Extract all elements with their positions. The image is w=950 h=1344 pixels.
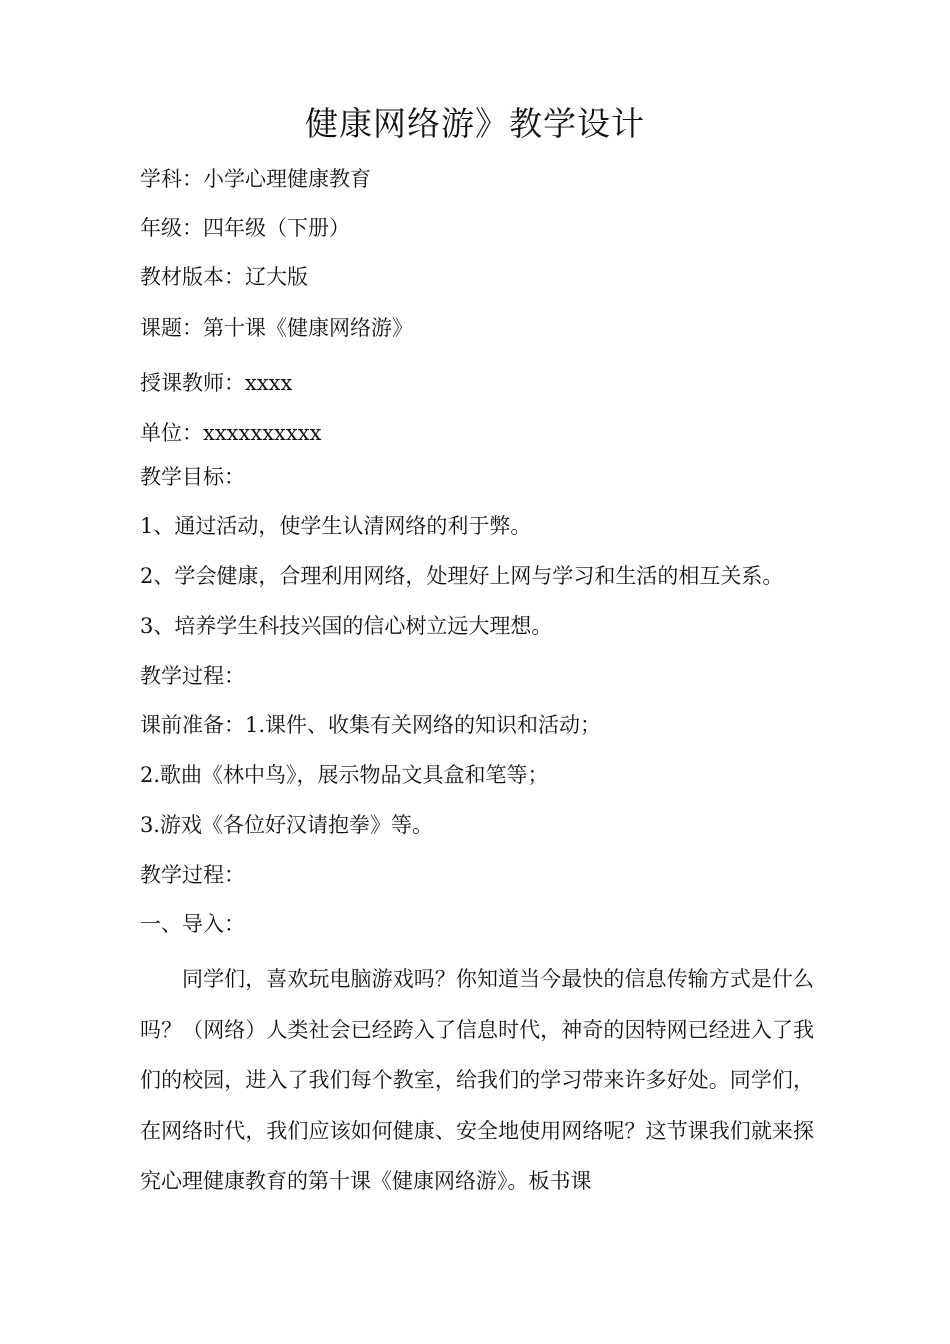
objective-item-2: 2、学会健康，合理利用网络，处理好上网与学习和生活的相互关系。 xyxy=(140,564,784,588)
objective-item-1: 1、通过活动，使学生认清网络的利于弊。 xyxy=(140,514,532,538)
objective-item-3: 3、培养学生科技兴国的信心树立远大理想。 xyxy=(140,614,553,638)
meta-subject: 学科：小学心理健康教育 xyxy=(140,167,371,191)
meta-lesson: 课题：第十课《健康网络游》 xyxy=(140,316,413,340)
objectives-heading: 教学目标： xyxy=(140,465,245,489)
meta-unit: 单位：xxxxxxxxxx xyxy=(140,421,322,445)
intro-heading: 一、导入： xyxy=(140,912,245,936)
preparation-line-1: 课前准备：1.课件、收集有关网络的知识和活动； xyxy=(140,713,602,737)
preparation-line-2: 2.歌曲《林中鸟》，展示物品文具盒和笔等； xyxy=(140,763,549,787)
meta-edition: 教材版本：辽大版 xyxy=(140,265,308,289)
preparation-line-3: 3.游戏《各位好汉请抱拳》等。 xyxy=(140,813,434,837)
meta-teacher: 授课教师：xxxx xyxy=(140,371,293,395)
intro-paragraph: 同学们，喜欢玩电脑游戏吗？你知道当今最快的信息传输方式是什么吗？（网络）人类社会已经跨入了信息时代，神奇的因特网已经进入了我们的校园，进入了我们每个教室，给我们的学习带来许多好处。同学们，在网络时代，我们应该如何健康、安全地使用网络呢？这节课我们就来探究心理健康教育的第十课《健康网络游》。板书课 xyxy=(140,967,814,1193)
meta-grade: 年级：四年级（下册） xyxy=(140,216,350,240)
process-heading-2: 教学过程： xyxy=(140,863,245,887)
process-heading-1: 教学过程： xyxy=(140,664,245,688)
document-title: 健康网络游》教学设计 xyxy=(305,104,645,143)
